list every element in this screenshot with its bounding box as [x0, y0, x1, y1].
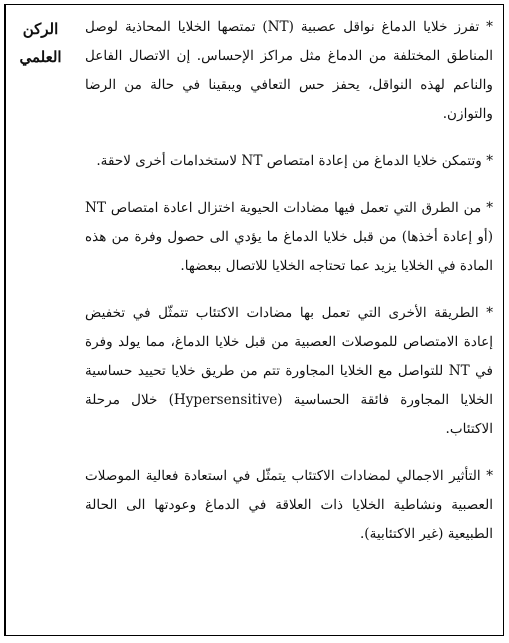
row-label-line-1: الركن — [22, 20, 59, 38]
paragraph-3: * من الطرق التي تعمل فيها مضادات الحيوية اختزال اعادة امتصاص NT (أو إعادة أخذها) من قبل خلايا الدماغ ما يؤدي الى حصول وفرة من هذه المادة في الخلايا يزيد عما تحتاجه الخلايا للاتصال ببعضها. — [85, 200, 493, 274]
content-table — [4, 4, 504, 636]
paragraph-4: * الطريقة الأخرى التي تعمل بها مضادات الاكتئاب تتمثّل في تخفيض إعادة الامتصاص للموصلات العصبية من قبل خلايا الدماغ، مما يولد وفرة في NT للتواصل مع الخلايا المجاورة تتم من طريق خلايا تحييد حساسية الخلايا المجاورة فائقة الحساسية (Hypersensitive) خلال مرحلة الاكتئاب. — [85, 305, 494, 437]
content-cell — [75, 5, 503, 635]
paragraph-5: * التأثير الاجمالي لمضادات الاكتئاب يتمثّل في استعادة فعالية الموصلات العصبية ونشاطية الخلايا ذات العلاقة في الدماغ وعودتها الى الحالة الطبيعية (غير الاكتئابية). — [85, 468, 493, 542]
row-label-cell — [5, 5, 75, 635]
row-label-line-2: العلمي — [19, 48, 62, 66]
paragraph-2: * وتتمكن خلايا الدماغ من إعادة امتصاص NT لاستخدامات أخرى لاحقة. — [96, 153, 493, 169]
paragraph-1: * تفرز خلايا الدماغ نواقل عصبية (NT) تمتصها الخلايا المحاذية لوصل المناطق المختلفة من الدماغ مثل مراكز الإحساس. إن الاتصال الفاعل والناعم لهذه النواقل، يحفز حس التعافي ويبقينا في حالة من الرضا والتوازن. — [85, 19, 493, 122]
